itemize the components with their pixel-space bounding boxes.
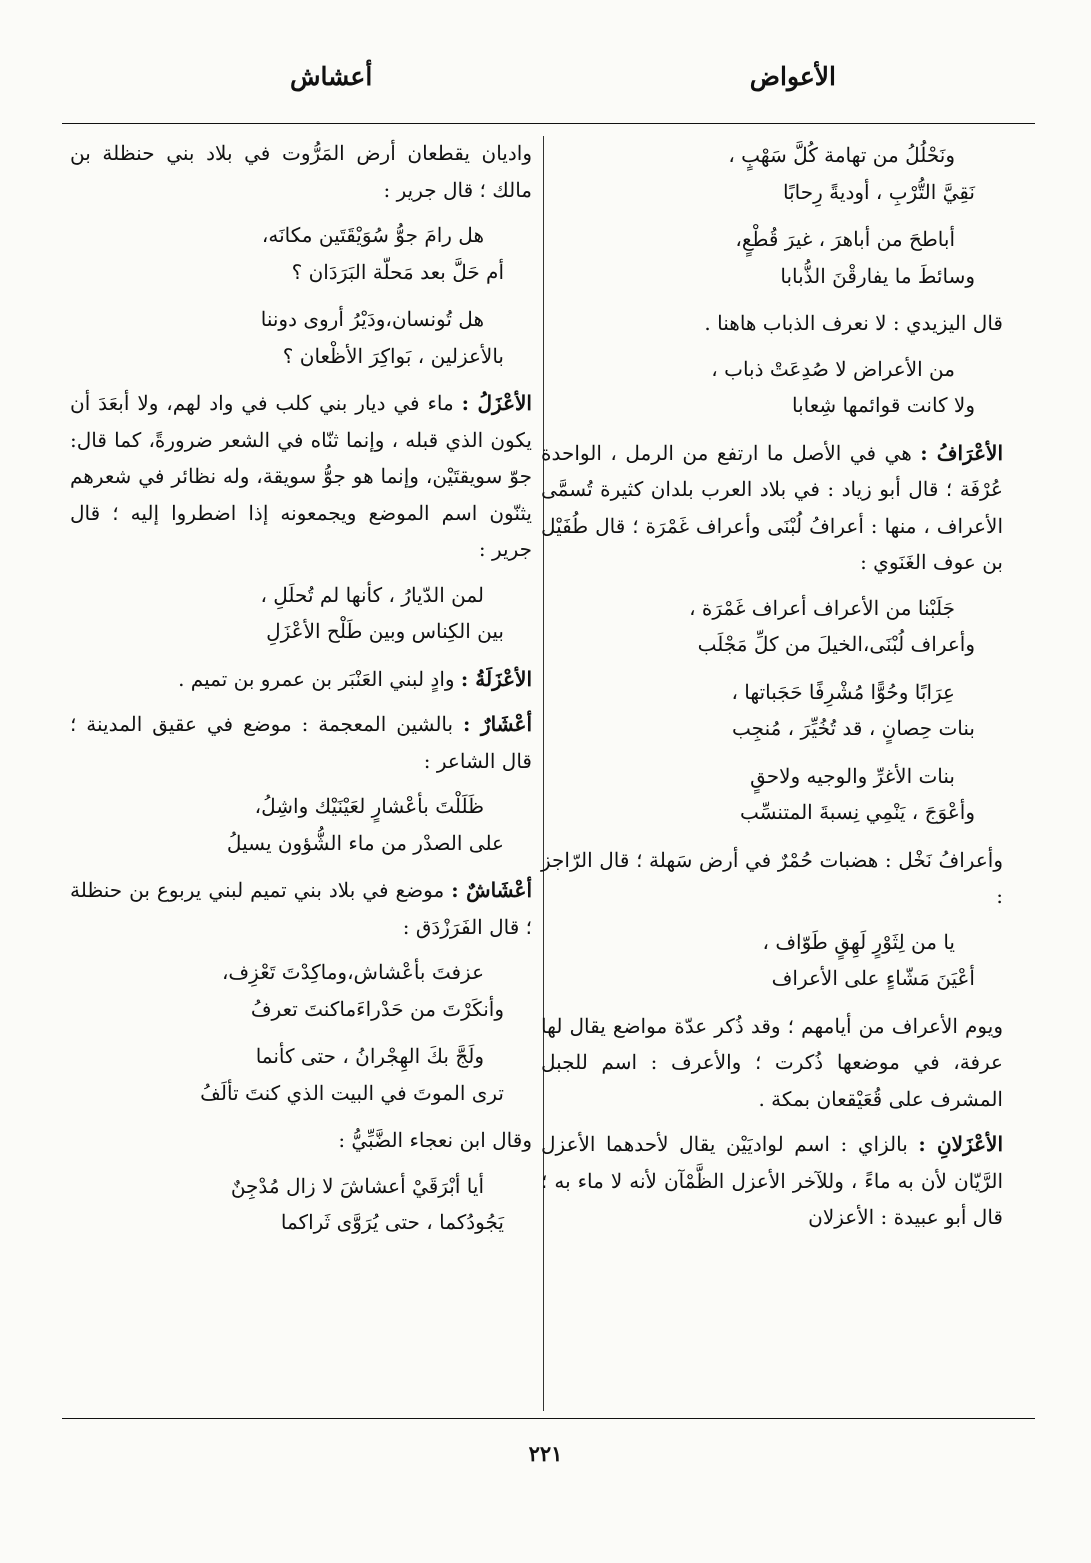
poem-verse <box>541 351 1003 424</box>
entry-headword: الأعْزَلُ : <box>461 391 532 415</box>
verse-line: ظَلَلْتَ بأعْشارٍ لعَيْنَيْك واشِلُ، <box>254 794 484 818</box>
entry-paragraph <box>541 305 1003 342</box>
entry-headword: الأعْزَلانِ : <box>918 1132 1004 1156</box>
page-number: ٢٢١ <box>528 1441 563 1466</box>
entry-paragraph <box>541 435 1003 581</box>
left-column <box>70 135 532 1252</box>
verse-line: يا من لِثَوْرٍ لَهِقٍ طَوّاف ، <box>762 929 955 954</box>
entry-headword: أعْشَارٌ : <box>463 712 532 736</box>
poem-verse <box>541 758 1003 831</box>
entry-paragraph <box>70 661 532 698</box>
verse-line: ونَحْلُلُ من تهامة كُلَّ سَهْبٍ ، <box>728 143 955 167</box>
entry-text: وقال ابن نعجاء الضَّبِّيُّ : <box>338 1128 532 1152</box>
entry-text: وادٍ لبني العَنْبَر بن عمرو بن تميم . <box>178 666 461 691</box>
entry-text: ماء في ديار بني كلب في واد لهم، ولا أبعَدَ أن يكون الذي قبله ، وإنما ثنّاه في الشعر ضرورةً، كما قال: جوّ سويقتَيْن، وإنما هو جوُّ سويقة، وله نظائر في شعرهم يثنّون اسم الموضع ويجمعونه إذا اضطروا إليه ؛ قال جرير : <box>70 391 532 561</box>
poem-verse <box>70 1168 532 1241</box>
verse-line: وأعراف لُبْنَى،الخيلَ من كلِّ مَجْلَب <box>697 632 975 656</box>
verse-line: وأعْوَجَ ، يَنْمِي نِسبةَ المتنسِّب <box>739 800 975 824</box>
verse-line: هل رامَ جوُّ سُوَيْقَتَين مكانَه، <box>261 223 484 247</box>
poem-verse <box>541 221 1003 294</box>
poem-verse <box>70 788 532 861</box>
verse-line: لمن الدّيارُ ، كأنها لم تُحلَلِ ، <box>260 582 484 607</box>
verse-line: ولَجَّ بكَ الهِجْرانُ ، حتى كأنما <box>255 1044 484 1068</box>
verse-line: جَلَبْنا من الأعراف أعراف غَمْرَة ، <box>689 595 955 620</box>
verse-line: وسائطَ ما يفارقْنَ الذُّبابا <box>780 263 975 288</box>
entry-headword: الأعْزَلَةُ : <box>460 666 532 691</box>
top-rule <box>62 123 1035 124</box>
poem-verse <box>541 924 1003 997</box>
entry-text: قال اليزيدي : لا نعرف الذباب هاهنا . <box>704 311 1003 335</box>
entry-paragraph <box>70 872 532 945</box>
poem-verse <box>541 137 1003 210</box>
verse-line: عِرَابًا وحُوًّا مُشْرِفًا حَجَباتها ، <box>731 679 955 704</box>
poem-verse <box>70 577 532 650</box>
verse-line: أيا أبْرَقَيْ أعشاشَ لا زال مُدْجِنٌ <box>230 1173 484 1198</box>
verse-line: يَجُودُكما ، حتى يُرَوَّى ثَراكما <box>280 1210 504 1234</box>
verse-line: بنات الأغرِّ والوجيه ولاحقٍ <box>750 763 955 788</box>
entry-paragraph <box>70 135 532 208</box>
entry-paragraph <box>541 842 1003 915</box>
verse-line: ولا كانت قوائمها شِعابا <box>791 393 975 417</box>
verse-line: هل تُونسان،ودَيْرُ أروى دوننا <box>260 307 484 331</box>
entry-text: وأعرافُ نَخْل : هضبات حُمْرٌ في أرض سَهلة ؛ قال الرّاجز : <box>541 847 1003 908</box>
entry-text: واديان يقطعان أرض المَرُّوت في بلاد بني حنظلة بن مالك ؛ قال جرير : <box>70 141 532 202</box>
poem-verse <box>70 217 532 290</box>
verse-line: من الأعراض لا صُدِعَتْ ذباب ، <box>711 356 955 381</box>
poem-verse <box>70 1038 532 1111</box>
entry-paragraph <box>70 1122 532 1159</box>
poem-verse <box>70 301 532 374</box>
entry-paragraph <box>70 706 532 779</box>
verse-line: ترى الموتَ في البيت الذي كنتَ تألَفُ <box>200 1080 504 1105</box>
running-header-left: أعشاش <box>290 62 373 91</box>
poem-verse <box>541 590 1003 663</box>
running-header-right: الأعواض <box>749 62 836 91</box>
entry-headword: الأعْرَافُ : <box>920 440 1003 465</box>
verse-line: وأنكَرْتَ من حَدْراءَماكنتَ تعرفُ <box>250 996 504 1021</box>
bottom-rule <box>62 1418 1035 1419</box>
entry-paragraph <box>541 1008 1003 1118</box>
entry-text: هي في الأصل ما ارتفع من الرمل ، الواحدة عُرْفَة ؛ قال أبو زياد : في بلاد العرب بلدان كثيرة تُسمَّى الأعراف ، منها : أعرافُ لُبْنَى وأعراف غَمْرَة ؛ قال طُفَيْل بن عوف الغَنَوي : <box>541 440 1003 574</box>
entry-headword: أعْشَاشٌ : <box>451 878 533 902</box>
right-column <box>541 135 1003 1245</box>
entry-text: بالزاي : اسم لواديَيْن يقال لأحدهما الأعزل الرَّيّان لأن به ماءً ، وللآخر الأعزل الظَّمْآن لأنه لا ماء به ؛ قال أبو عبيدة : الأعزلان <box>541 1132 1003 1229</box>
verse-line: بنات حِصانٍ ، قد تُخُيِّرَ ، مُنجِب <box>732 716 975 740</box>
verse-line: أباطحَ من أباهرَ ، غيرَ قُطْعٍ، <box>735 227 955 251</box>
entry-text: موضع في بلاد بني تميم لبني يربوع بن حنظلة ؛ قال الفَرَزْدَق : <box>70 878 532 939</box>
verse-line: بالأعزلين ، بَواكِرَ الأظْعان ؟ <box>282 343 504 368</box>
poem-verse <box>541 674 1003 747</box>
verse-line: على الصدْر من ماء الشُّؤون يسيلُ <box>226 830 504 855</box>
verse-line: نَقِيَّ التُّرْبِ ، أوديةً رِحابًا <box>783 179 975 204</box>
entry-text: ويوم الأعراف من أيامهم ؛ وقد ذُكر عدّة مواضع يقال لها عرفة، في موضعها ذُكرت ؛ والأعرف : اسم للجبل المشرف على قُعَيْقعان بمكة . <box>541 1013 1003 1111</box>
verse-line: عزفتَ بأعْشاش،وماكِدْتَ تَعْزِف، <box>221 960 484 984</box>
verse-line: أم حَلَّ بعد مَحلّة البَرَدَان ؟ <box>291 259 504 284</box>
entry-paragraph <box>541 1126 1003 1236</box>
entry-text: بالشين المعجمة : موضع في عقيق المدينة ؛ قال الشاعر : <box>70 712 532 773</box>
poem-verse <box>70 954 532 1027</box>
verse-line: بين الكِناس وبين طَلْح الأعْزَلِ <box>266 619 504 643</box>
entry-paragraph <box>70 385 532 568</box>
verse-line: أعْيَنَ مَشّاءٍ على الأعراف <box>771 966 975 990</box>
